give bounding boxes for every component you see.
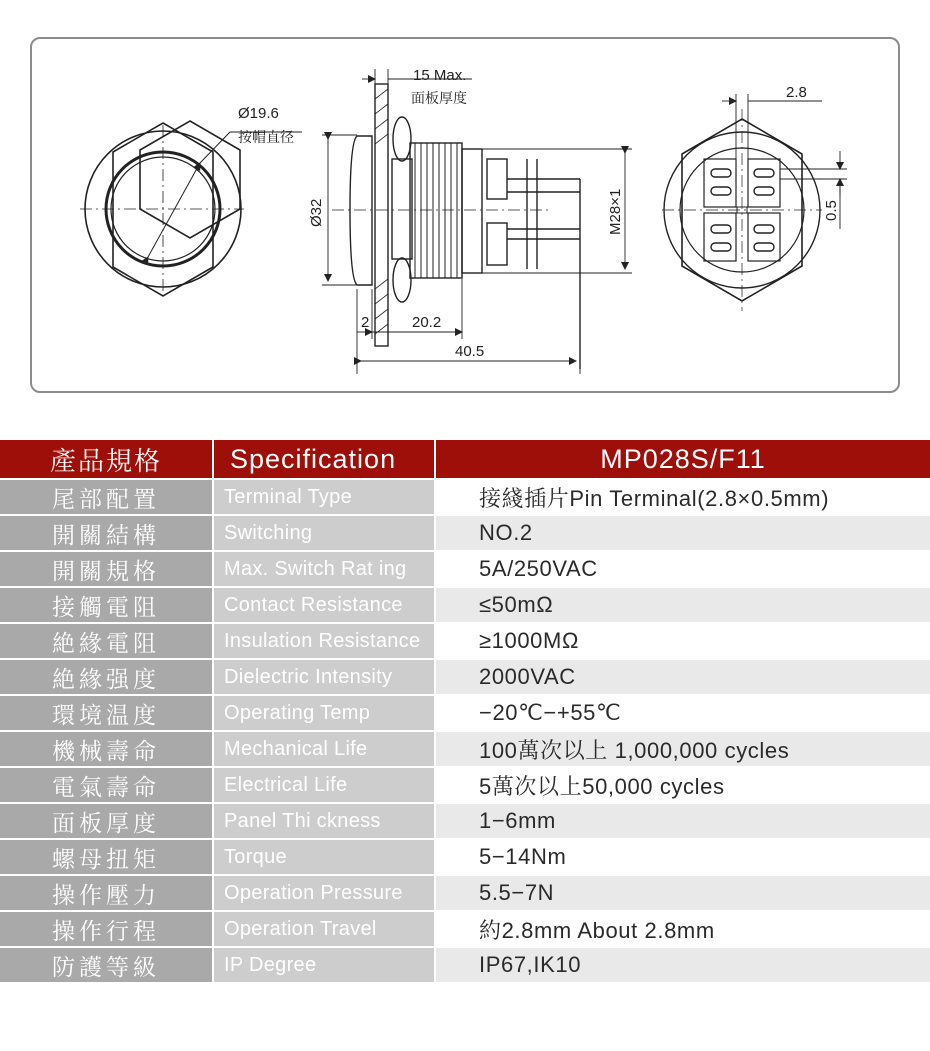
row-label-en: Max. Switch Rat ing xyxy=(213,551,435,587)
table-row xyxy=(0,875,930,911)
body-diameter-label: Ø32 xyxy=(308,198,325,227)
row-label-en: Operation Pressure xyxy=(213,875,435,911)
len-2-label: 2 xyxy=(361,314,370,331)
table-row xyxy=(0,803,930,839)
row-label-en: Insulation Resistance xyxy=(213,623,435,659)
table-row xyxy=(0,839,930,875)
rear-view xyxy=(662,109,822,311)
row-value: 5−14Nm xyxy=(435,839,930,875)
row-value: −20℃−+55℃ xyxy=(435,695,930,731)
row-label-en: Electrical Life xyxy=(213,767,435,803)
row-label-en: Contact Resistance xyxy=(213,587,435,623)
table-row xyxy=(0,767,930,803)
len-40-5-label: 40.5 xyxy=(455,343,485,360)
row-label-en: IP Degree xyxy=(213,947,435,983)
len-20-2-label: 20.2 xyxy=(412,314,442,331)
technical-drawing xyxy=(32,39,902,395)
row-label-cn: 面板厚度 xyxy=(0,803,213,839)
row-value: ≤50mΩ xyxy=(435,587,930,623)
front-view-shape xyxy=(80,123,302,296)
row-value: 接綫插片Pin Terminal(2.8×0.5mm) xyxy=(435,479,930,515)
terminal-width-label: 2.8 xyxy=(786,84,807,101)
row-label-cn: 接觸電阻 xyxy=(0,587,213,623)
row-label-cn: 尾部配置 xyxy=(0,479,213,515)
row-value: NO.2 xyxy=(435,515,930,551)
cap-diameter-label: Ø19.6 xyxy=(238,105,279,122)
table-row xyxy=(0,947,930,983)
thread-label: M28×1 xyxy=(607,188,624,235)
row-label-en: Torque xyxy=(213,839,435,875)
row-label-en: Terminal Type xyxy=(213,479,435,515)
row-value: 約2.8mm About 2.8mm xyxy=(435,911,930,947)
row-label-cn: 防護等級 xyxy=(0,947,213,983)
row-value: 2000VAC xyxy=(435,659,930,695)
table-row xyxy=(0,479,930,515)
row-value: 1−6mm xyxy=(435,803,930,839)
header-en: Specification xyxy=(213,440,435,479)
cap-diameter-cn-label: 按帽直径 xyxy=(238,130,294,146)
row-value: ≥1000MΩ xyxy=(435,623,930,659)
table-row xyxy=(0,911,930,947)
row-label-en: Dielectric Intensity xyxy=(213,659,435,695)
table-row xyxy=(0,659,930,695)
table-row xyxy=(0,551,930,587)
row-value: IP67,IK10 xyxy=(435,947,930,983)
table-row xyxy=(0,695,930,731)
row-value: 5A/250VAC xyxy=(435,551,930,587)
row-label-cn: 螺母扭矩 xyxy=(0,839,213,875)
panel-cn-label: 面板厚度 xyxy=(411,91,467,107)
row-label-en: Operating Temp xyxy=(213,695,435,731)
row-label-cn: 開關規格 xyxy=(0,551,213,587)
row-label-en: Operation Travel xyxy=(213,911,435,947)
row-label-cn: 操作壓力 xyxy=(0,875,213,911)
technical-drawing-panel xyxy=(30,37,900,393)
terminal-thickness-label: 0.5 xyxy=(823,200,840,221)
row-label-cn: 環境温度 xyxy=(0,695,213,731)
row-label-cn: 開關結構 xyxy=(0,515,213,551)
table-row xyxy=(0,623,930,659)
table-row xyxy=(0,587,930,623)
row-value: 5萬次以上50,000 cycles xyxy=(435,767,930,803)
row-label-en: Switching xyxy=(213,515,435,551)
row-label-cn: 絶緣電阻 xyxy=(0,623,213,659)
table-row xyxy=(0,515,930,551)
row-value: 5.5−7N xyxy=(435,875,930,911)
row-label-cn: 操作行程 xyxy=(0,911,213,947)
table-row xyxy=(0,731,930,767)
row-label-cn: 絶緣强度 xyxy=(0,659,213,695)
row-label-cn: 電氣壽命 xyxy=(0,767,213,803)
row-label-en: Panel Thi ckness xyxy=(213,803,435,839)
row-label-en: Mechanical Life xyxy=(213,731,435,767)
row-label-cn: 機械壽命 xyxy=(0,731,213,767)
header-model: MP028S/F11 xyxy=(435,440,930,479)
panel-max-label: 15 Max. xyxy=(413,67,467,84)
spec-table-header xyxy=(0,440,930,479)
header-cn: 產品規格 xyxy=(0,440,213,479)
row-value: 100萬次以上 1,000,000 cycles xyxy=(435,731,930,767)
spec-table xyxy=(0,440,930,984)
